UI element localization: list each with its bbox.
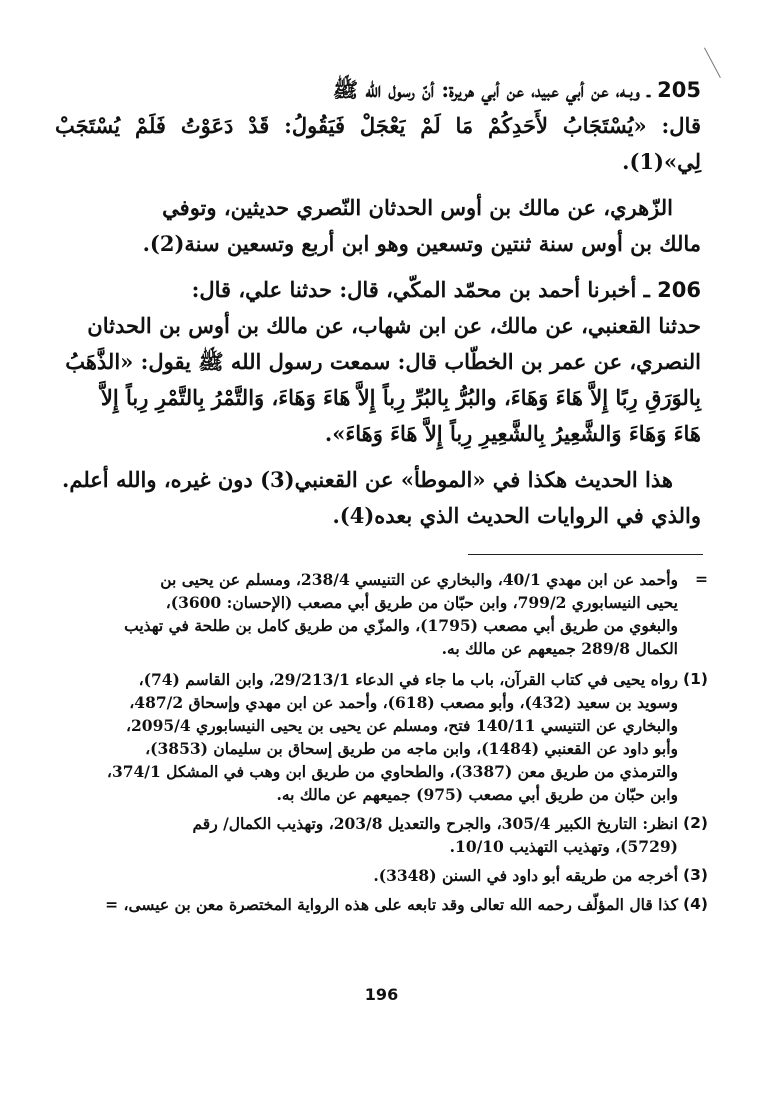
footnote-divider (468, 554, 703, 555)
commentary-line-1: هذا الحديث هكذا في «الموطأ» عن القعنبي(3) دون غيره، والله أعلم. (62, 467, 673, 492)
hadith-205-line-1: 205 ـ وبـه، عن أبي عبيد، عن أبي هريرة: أنّ رسول الله ﷺ (332, 77, 701, 102)
zuhri-line-1: الزّهري، عن مالك بن أوس الحدثان النّصري حديثين، وتوفي (162, 195, 673, 220)
hadith-206-line-4: بِالوَرَقِ رِبًا إِلاَّ هَاءَ وَهَاءَ، والبُرُّ بِالبُرِّ رِباً إِلاَّ هَاءَ وَهَاءَ، وَالتَّمْرُ بِالتَّمْرِ رِباً إِلاَّ (100, 385, 701, 410)
main-text (55, 72, 701, 544)
hadith-205 (55, 72, 701, 180)
zuhri-line-2: مالك بن أوس سنة ثنتين وتسعين وهو ابن أربع وتسعين سنة(2). (142, 231, 701, 256)
footnote-marker: (1) (683, 670, 708, 688)
hadith-206-line-1: 206 ـ أخبرنا أحمد بن محمّد المكّي، قال: حدثنا علي، قال: (191, 277, 701, 302)
footnote-marker: (3) (683, 866, 708, 884)
hadith-number: 206 (657, 278, 701, 302)
page-number: 196 (364, 985, 399, 1004)
hadith-206-line-3: النصري، عن عمر بن الخطّاب قال: سمعت رسول الله ﷺ يقول: «الذَّهَبُ (65, 349, 701, 374)
zuhri-paragraph (55, 190, 701, 262)
footnotes (48, 568, 708, 922)
hadith-205-line-2: قال: «يُسْتَجَابُ لأَحَدِكُمْ مَا لَمْ يَعْجَلْ فَيَقُولُ: قَدْ دَعَوْتُ فَلَمْ يُسْتَجَبْ لِي»(1). (55, 113, 701, 174)
footnote-marker: (4) (683, 895, 708, 913)
hadith-206-line-5: هَاءَ وَهَاءَ وَالشَّعِيرُ بِالشَّعِيرِ رِباً إِلاَّ هَاءَ وَهَاءَ». (324, 421, 701, 446)
footnote-continuation: = وأحمد عن ابن مهدي 40/1، والبخاري عن التنيسي 238/4، ومسلم عن يحيى بن يحيى النيسابوري 799/2، وابن حبّان من طريق أبي مصعب (الإحسان: 3600)، والبغوي من طريق أبي مصعب (1795)، والمزّي من طريق كامل بن طلحة في تهذيب الكمال 289/8 جميعهم عن مالك به. (124, 570, 708, 658)
commentary-paragraph (55, 462, 701, 534)
footnote-3: (3) أخرجه من طريقه أبو داود في السنن (3348). (373, 866, 708, 885)
hadith-number: 205 (657, 78, 701, 102)
footnote-4: (4) كذا قال المؤلّف رحمه الله تعالى وقد تابعه على هذه الرواية المختصرة معن بن عيسى، = (105, 895, 708, 914)
footnote-2: (2) انظر: التاريخ الكبير 305/4، والجرح والتعديل 203/8، وتهذيب الكمال/ رقم (5729)، وتهذيب التهذيب 10/10. (192, 814, 708, 856)
footnote-marker: (2) (683, 814, 708, 832)
scan-mark (704, 39, 737, 78)
continuation-marker: = (695, 570, 708, 588)
hadith-206-line-2: حدثنا القعنبي، عن مالك، عن ابن شهاب، عن مالك بن أوس بن الحدثان (87, 313, 701, 338)
commentary-line-2: والذي في الروايات الحديث الذي بعده(4). (332, 503, 701, 528)
hadith-206 (55, 272, 701, 452)
footnote-1: (1) رواه يحيى في كتاب القرآن، باب ما جاء في الدعاء 29/213/1، وابن القاسم (74)، وسويد بن سعيد (432)، وأبو مصعب (618)، وأحمد عن ابن مهدي وإسحاق 487/2، والبخاري عن التنيسي 140/11 فتح، ومسلم عن يحيى بن يحيى النيسابوري 2095/4، وأبو داود عن القعنبي (1484)، وابن ماجه من طريق إسحاق بن سليمان (3853)، والترمذي من طريق معن (3387)، والطحاوي من طريق ابن وهب في المشكل 374/1، وابن حبّان من طريق أبي مصعب (975) جميعهم عن مالك به. (106, 670, 708, 804)
